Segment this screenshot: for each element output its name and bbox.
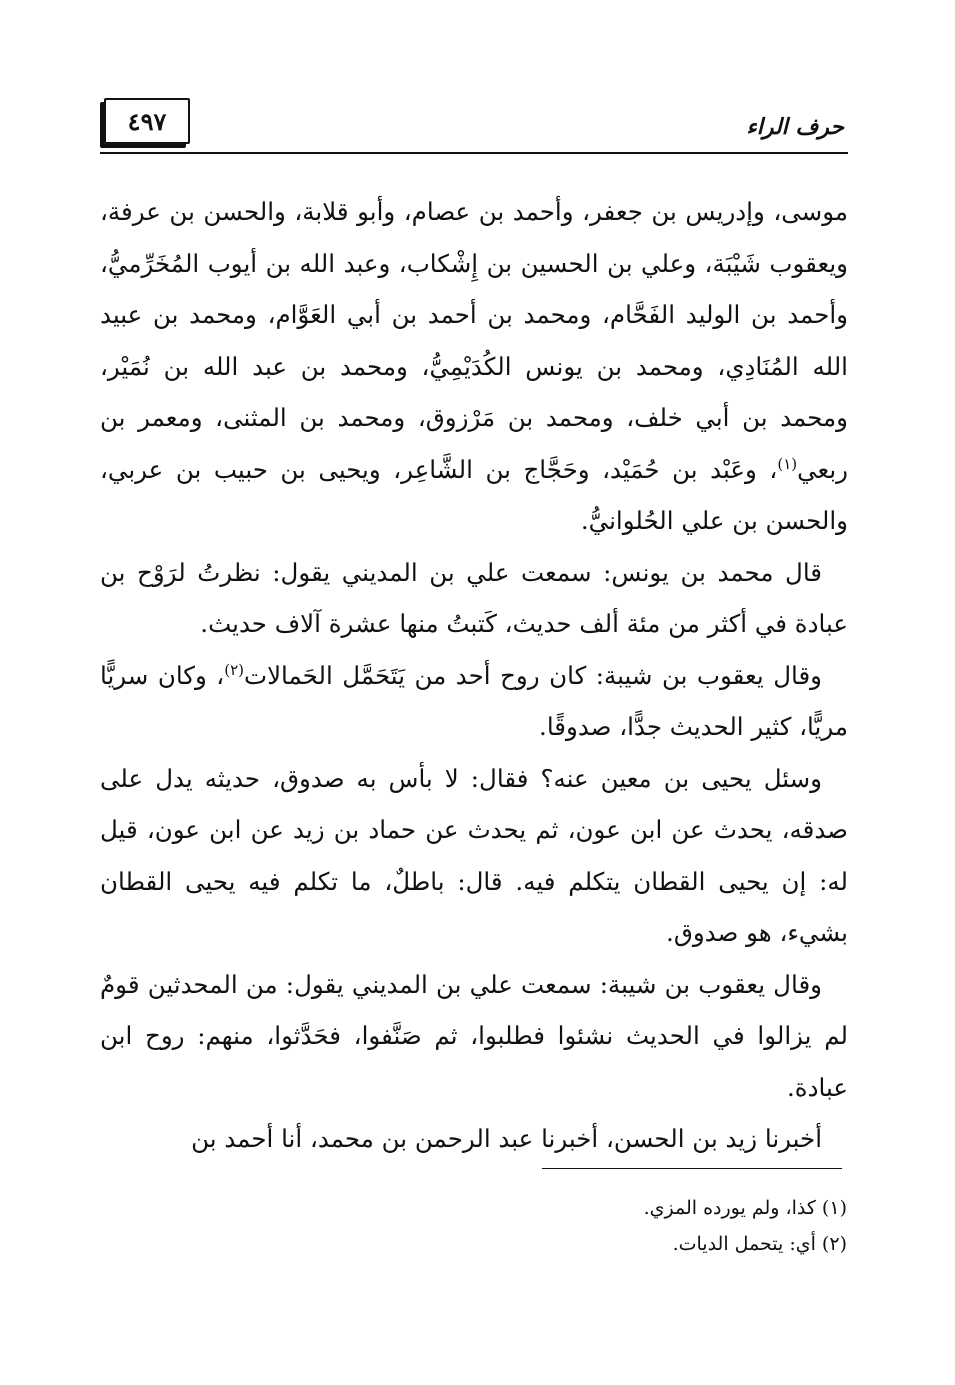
paragraph-ibn-yunus: قال محمد بن يونس: سمعت علي بن المديني يقول: نظرتُ لرَوْح بن عبادة في أكثر من مئة ألف حديث، كَتبتُ منها عشرة آلاف حديث. [100,557,848,638]
footnote-2: (٢) أي: يتحمل الديات. [672,1233,847,1255]
page-header [100,96,848,156]
footnotes [347,1190,847,1262]
footnote-ref-1: (١) [777,454,798,473]
header-rule [100,152,848,154]
paragraph-ibn-maeen: وسئل يحيى بن معين عنه؟ فقال: لا بأس به صدوق، حديثه يدل على صدقه، يحدث عن ابن عون، ثم يحدث عن حماد بن زيد عن ابن عون، قيل له: إن يحيى القطان يتكلم فيه. قال: باطلٌ، ما تكلم فيه يحيى القطان بشيء، هو صدوق. [100,763,848,947]
paragraph-text: ، وعَبْد بن حُمَيْد، وحَجَّاج بن الشَّاعِر، ويحيى بن حبيب بن عربي، والحسن بن علي الحُلوانيُّ. [100,454,848,535]
paragraph-text: وقال يعقوب بن شيبة: كان روح أحد من يَتَحَمَّل الحَمالات [244,660,823,690]
paragraph-yaqub-1 [100,650,848,753]
paragraph-yaqub-2: وقال يعقوب بن شيبة: سمعت علي بن المديني يقول: من المحدثين قومٌ لم يزالوا في الحديث نشئوا فطلبوا، ثم صَنَّفوا، فحَدَّثوا، منهم: روح ابن عبادة. [100,969,848,1102]
page-number: ٤٩٧ [104,98,190,144]
footnote-1: (١) كذا، ولم يورده المزي. [643,1197,847,1219]
paragraph-text: ، وكان سريًّا مريًّا، كثير الحديث جدًّا، صدوقًا. [100,660,848,741]
paragraph-text: موسى، وإدريس بن جعفر، وأحمد بن عصام، وأبو قلابة، والحسن بن عرفة، ويعقوب شَيْبَة، وعلي بن الحسين بن إِشْكاب، وعبد الله بن أيوب المُخَرِّميُّ، وأحمد بن الوليد الفَحَّام، ومحمد بن أحمد بن أبي العَوَّام، ومحمد بن عبيد الله المُنَادِي، ومحمد بن يونس الكُدَيْمِيُّ، ومحمد بن عبد الله بن نُمَيْر، ومحمد بن أبي خلف، ومحمد بن مَرْزوق، ومحمد بن المثنى، ومعمر بن ربعي [100,197,848,484]
paragraph-narrators [100,186,848,547]
main-text [100,186,848,1165]
footnote-rule [542,1168,842,1169]
running-head: حرف الراء [746,114,844,140]
footnote-ref-2: (٢) [224,660,244,679]
paragraph-isnad: أخبرنا زيد بن الحسن، أخبرنا عبد الرحمن بن محمد، أنا أحمد بن [191,1124,822,1153]
